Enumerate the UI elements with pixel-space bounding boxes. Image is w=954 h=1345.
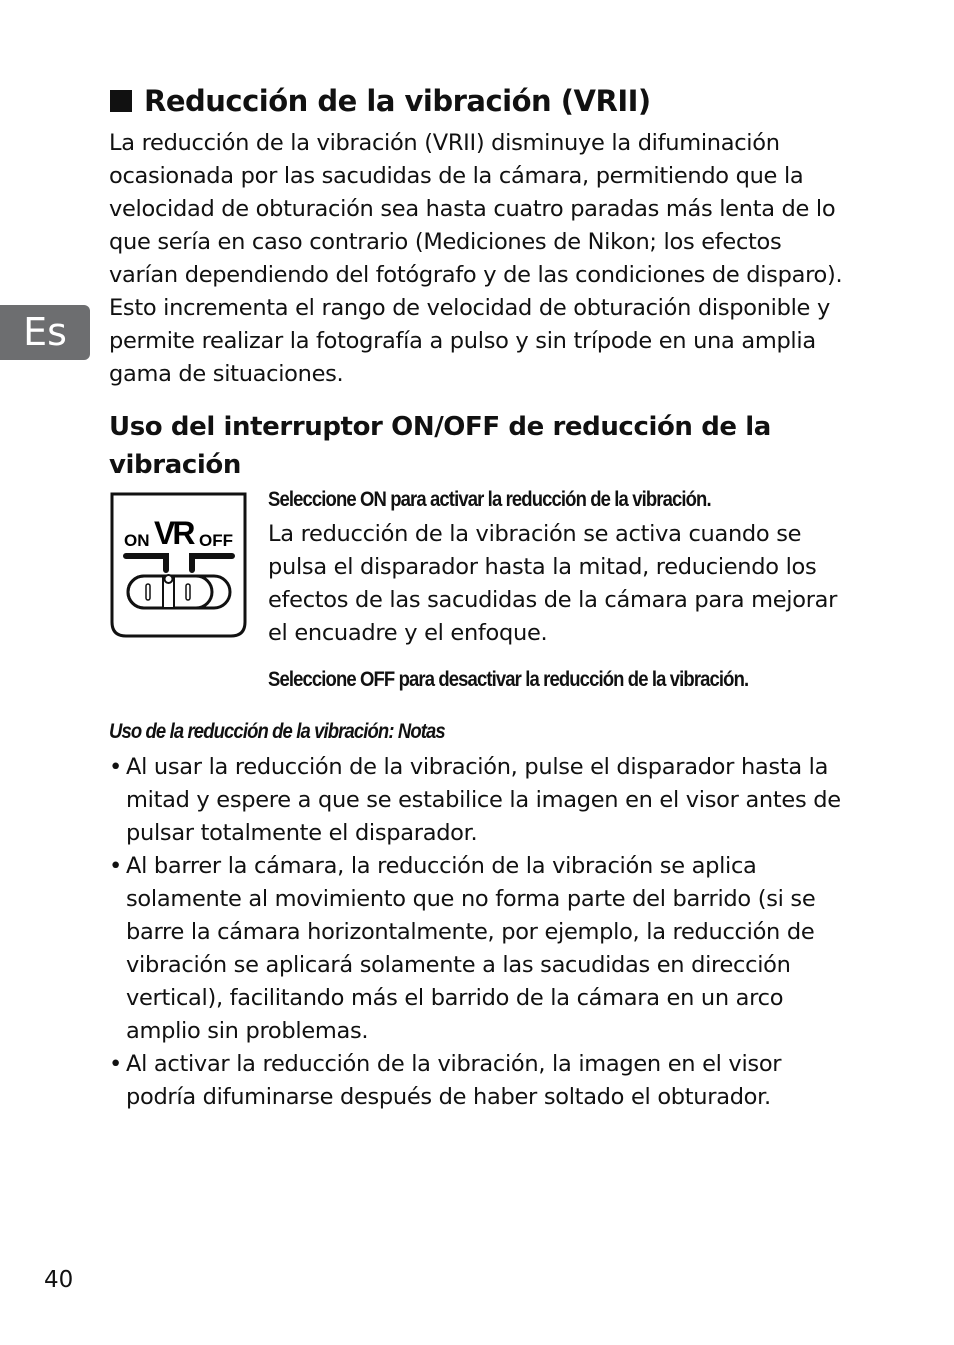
list-item: • Al usar la reducción de la vibración, pulse el disparador hasta la mitad y espere a que se estabilice la imagen en el visor antes de pulsar totalmente el disparador. — [109, 754, 841, 846]
language-tab: Es — [0, 305, 90, 360]
off-instruction: Seleccione OFF para desactivar la reducción de la vibración. — [268, 668, 749, 691]
switch-on-label: ON — [124, 531, 150, 550]
on-description: La reducción de la vibración se activa cuando se pulsa el disparador hasta la mitad, reduciendo los efectos de las sacudidas de la cámara para mejorar el encuadre y el enfoque. — [268, 521, 838, 646]
square-bullet-icon — [110, 90, 132, 112]
intro-paragraph: La reducción de la vibración (VRII) disminuye la difuminación ocasionada por las sacudidas de la cámara, permitiendo que la velocidad de obturación sea hasta cuatro paradas más lenta de lo que sería en caso contrario (Mediciones de Nikon; los efectos varían dependiendo del fotógrafo y de las condiciones de disparo). Esto incrementa el rango de velocidad de obturación disponible y permite realizar la fotografía a pulso y sin trípode en una amplia gama de situaciones. — [109, 130, 843, 387]
page-title: Reducción de la vibración (VRII) — [110, 84, 651, 118]
switch-off-label: OFF — [199, 531, 233, 550]
list-item: • Al activar la reducción de la vibración, la imagen en el visor podría difuminarse después de haber soltado el obturador. — [109, 1051, 782, 1110]
list-item: • Al barrer la cámara, la reducción de la vibración se aplica solamente al movimiento que no forma parte del barrido (si se barre la cámara horizontalmente, por ejemplo, la reducción de vibración se aplicará solamente a las sacudidas en dirección vertical), facilitando más el barrido de la cámara en un arco amplio sin problemas. — [109, 853, 816, 1044]
switch-vr-label: VR — [154, 515, 193, 551]
page-number: 40 — [44, 1267, 74, 1293]
on-instruction: Seleccione ON para activar la reducción de la vibración. — [268, 488, 711, 511]
notes-list — [109, 751, 849, 1114]
notes-title: Uso de la reducción de la vibración: Notas — [109, 720, 445, 743]
section-title: Uso del interruptor ON/OFF de reducción de la vibración — [109, 412, 771, 480]
vr-switch-icon — [110, 492, 248, 639]
